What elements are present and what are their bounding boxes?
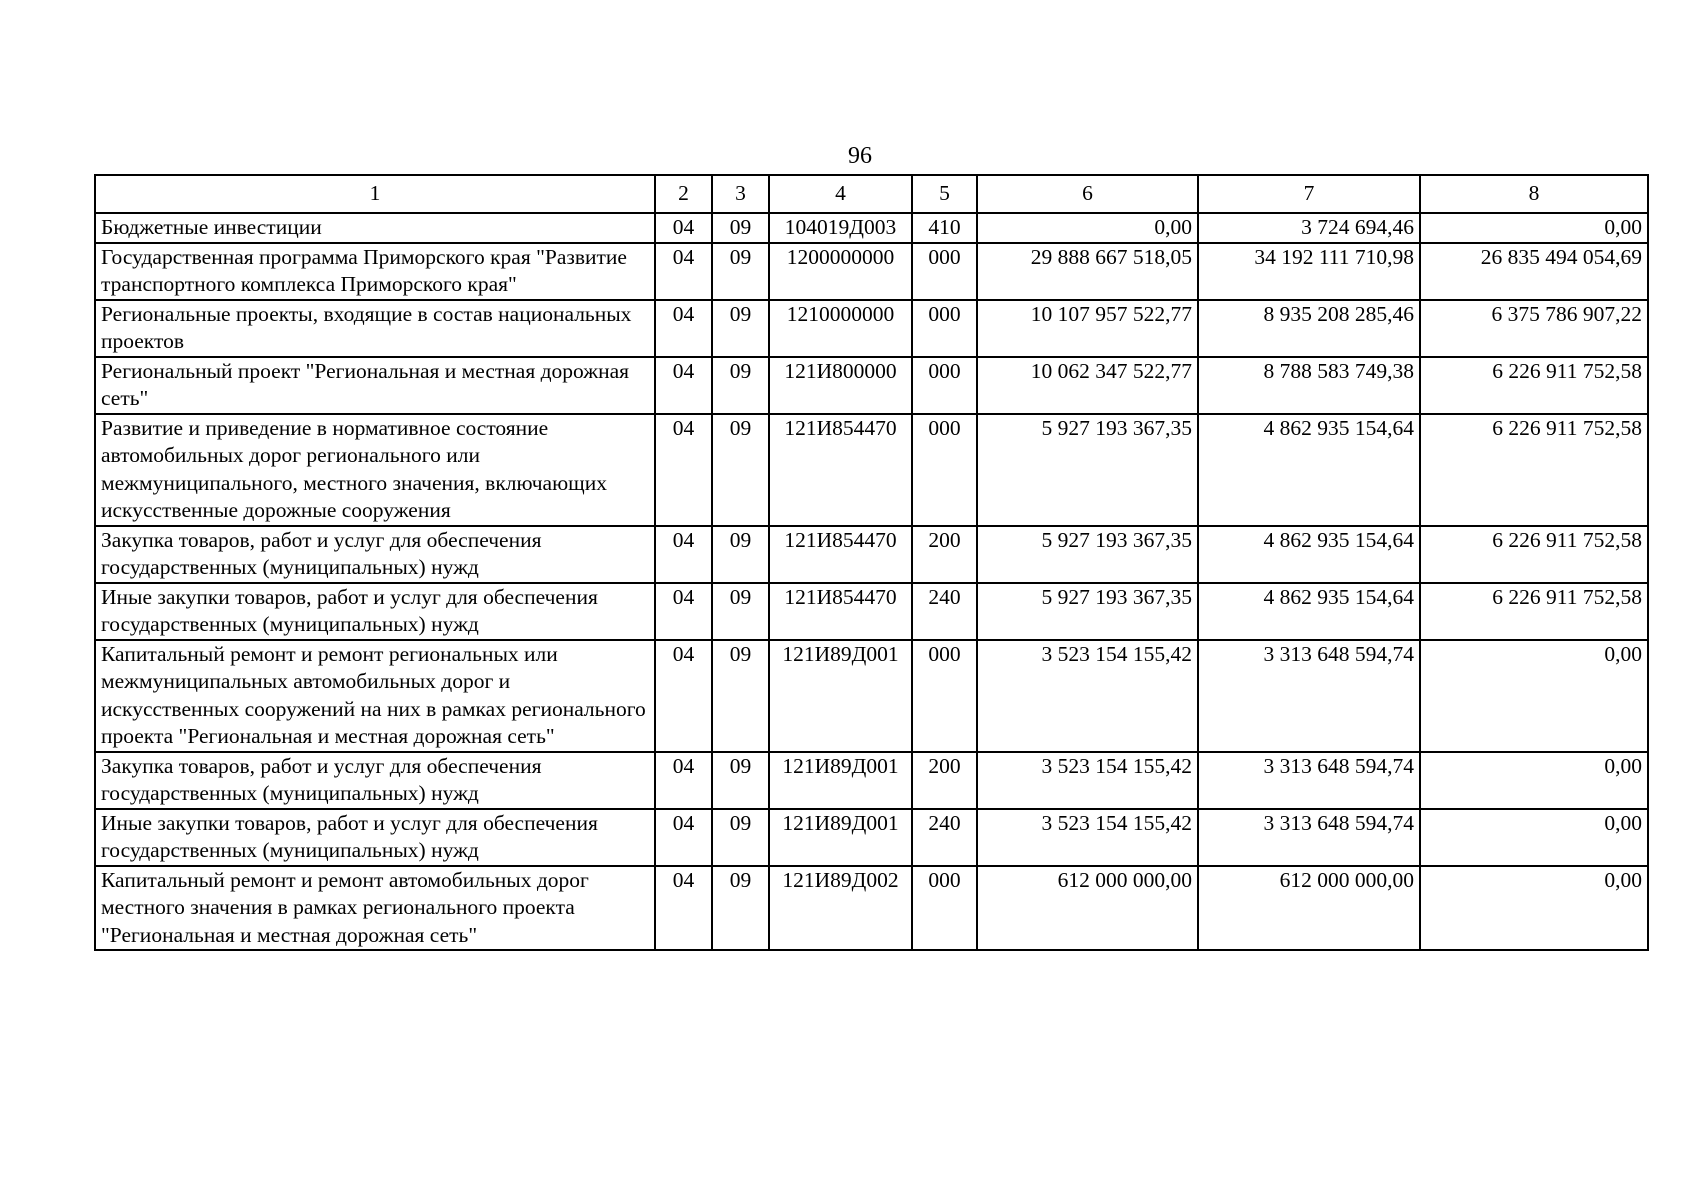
amount-col6: 3 523 154 155,42: [977, 752, 1198, 809]
subsection-code: 09: [712, 640, 769, 752]
section-code: 04: [655, 640, 712, 752]
amount-col7: 612 000 000,00: [1198, 866, 1420, 951]
column-header: 4: [769, 175, 912, 213]
row-name: Развитие и приведение в нормативное состояние автомобильных дорог регионального или межмуниципального, местного значения, включающих искусственные дорожные сооружения: [95, 414, 655, 526]
row-name: Бюджетные инвестиции: [95, 213, 655, 243]
amount-col6: 10 107 957 522,77: [977, 300, 1198, 357]
table-row: [95, 300, 1648, 357]
row-name: Государственная программа Приморского края "Развитие транспортного комплекса Приморского края": [95, 243, 655, 300]
amount-col8: 0,00: [1420, 752, 1648, 809]
amount-col6: 0,00: [977, 213, 1198, 243]
target-article-code: 121И89Д001: [769, 809, 912, 866]
expense-type-code: 240: [912, 809, 977, 866]
column-header: 1: [95, 175, 655, 213]
subsection-code: 09: [712, 414, 769, 526]
subsection-code: 09: [712, 583, 769, 640]
column-header: 7: [1198, 175, 1420, 213]
expense-type-code: 000: [912, 300, 977, 357]
row-name: Иные закупки товаров, работ и услуг для обеспечения государственных (муниципальных) нужд: [95, 583, 655, 640]
subsection-code: 09: [712, 752, 769, 809]
target-article-code: 121И854470: [769, 526, 912, 583]
expense-type-code: 000: [912, 640, 977, 752]
amount-col7: 8 935 208 285,46: [1198, 300, 1420, 357]
amount-col7: 3 313 648 594,74: [1198, 752, 1420, 809]
amount-col8: 0,00: [1420, 866, 1648, 951]
amount-col8: 26 835 494 054,69: [1420, 243, 1648, 300]
subsection-code: 09: [712, 866, 769, 951]
target-article-code: 121И89Д001: [769, 640, 912, 752]
amount-col6: 5 927 193 367,35: [977, 583, 1198, 640]
amount-col8: 6 226 911 752,58: [1420, 583, 1648, 640]
subsection-code: 09: [712, 213, 769, 243]
amount-col7: 4 862 935 154,64: [1198, 583, 1420, 640]
expense-type-code: 200: [912, 526, 977, 583]
subsection-code: 09: [712, 300, 769, 357]
section-code: 04: [655, 300, 712, 357]
table-row: [95, 357, 1648, 414]
section-code: 04: [655, 809, 712, 866]
expense-type-code: 000: [912, 243, 977, 300]
row-name: Региональный проект "Региональная и местная дорожная сеть": [95, 357, 655, 414]
subsection-code: 09: [712, 526, 769, 583]
amount-col7: 4 862 935 154,64: [1198, 526, 1420, 583]
amount-col6: 5 927 193 367,35: [977, 414, 1198, 526]
target-article-code: 121И854470: [769, 583, 912, 640]
amount-col7: 3 313 648 594,74: [1198, 640, 1420, 752]
target-article-code: 1200000000: [769, 243, 912, 300]
table-row: [95, 640, 1648, 752]
expense-type-code: 200: [912, 752, 977, 809]
table-row: [95, 526, 1648, 583]
amount-col8: 6 226 911 752,58: [1420, 357, 1648, 414]
table-row: [95, 414, 1648, 526]
amount-col8: 6 226 911 752,58: [1420, 526, 1648, 583]
subsection-code: 09: [712, 357, 769, 414]
column-header: 8: [1420, 175, 1648, 213]
column-header: 2: [655, 175, 712, 213]
table-row: [95, 243, 1648, 300]
amount-col8: 0,00: [1420, 809, 1648, 866]
amount-col8: 0,00: [1420, 213, 1648, 243]
column-header: 5: [912, 175, 977, 213]
row-name: Региональные проекты, входящие в состав национальных проектов: [95, 300, 655, 357]
section-code: 04: [655, 526, 712, 583]
budget-table: [94, 174, 1649, 951]
amount-col6: 612 000 000,00: [977, 866, 1198, 951]
amount-col6: 3 523 154 155,42: [977, 809, 1198, 866]
target-article-code: 121И800000: [769, 357, 912, 414]
row-name: Закупка товаров, работ и услуг для обеспечения государственных (муниципальных) нужд: [95, 526, 655, 583]
section-code: 04: [655, 243, 712, 300]
row-name: Капитальный ремонт и ремонт автомобильных дорог местного значения в рамках регионального проекта "Региональная и местная дорожная сеть": [95, 866, 655, 951]
column-header: 3: [712, 175, 769, 213]
section-code: 04: [655, 414, 712, 526]
table-row: [95, 213, 1648, 243]
target-article-code: 121И854470: [769, 414, 912, 526]
row-name: Иные закупки товаров, работ и услуг для обеспечения государственных (муниципальных) нужд: [95, 809, 655, 866]
amount-col8: 6 375 786 907,22: [1420, 300, 1648, 357]
expense-type-code: 410: [912, 213, 977, 243]
table-row: [95, 809, 1648, 866]
section-code: 04: [655, 866, 712, 951]
expense-type-code: 000: [912, 414, 977, 526]
section-code: 04: [655, 752, 712, 809]
amount-col6: 29 888 667 518,05: [977, 243, 1198, 300]
expense-type-code: 240: [912, 583, 977, 640]
amount-col6: 3 523 154 155,42: [977, 640, 1198, 752]
row-name: Капитальный ремонт и ремонт региональных или межмуниципальных автомобильных дорог и искусственных сооружений на них в рамках регионального проекта "Региональная и местная дорожная сеть": [95, 640, 655, 752]
column-header: 6: [977, 175, 1198, 213]
target-article-code: 121И89Д002: [769, 866, 912, 951]
expense-type-code: 000: [912, 357, 977, 414]
target-article-code: 121И89Д001: [769, 752, 912, 809]
page-number: 96: [848, 143, 872, 169]
subsection-code: 09: [712, 809, 769, 866]
amount-col7: 34 192 111 710,98: [1198, 243, 1420, 300]
amount-col7: 4 862 935 154,64: [1198, 414, 1420, 526]
amount-col7: 8 788 583 749,38: [1198, 357, 1420, 414]
amount-col6: 10 062 347 522,77: [977, 357, 1198, 414]
expense-type-code: 000: [912, 866, 977, 951]
row-name: Закупка товаров, работ и услуг для обеспечения государственных (муниципальных) нужд: [95, 752, 655, 809]
table-row: [95, 866, 1648, 951]
amount-col7: 3 313 648 594,74: [1198, 809, 1420, 866]
section-code: 04: [655, 357, 712, 414]
amount-col8: 0,00: [1420, 640, 1648, 752]
header-row: [95, 175, 1648, 213]
amount-col8: 6 226 911 752,58: [1420, 414, 1648, 526]
table-row: [95, 752, 1648, 809]
table-row: [95, 583, 1648, 640]
target-article-code: 104019Д003: [769, 213, 912, 243]
amount-col7: 3 724 694,46: [1198, 213, 1420, 243]
subsection-code: 09: [712, 243, 769, 300]
section-code: 04: [655, 583, 712, 640]
amount-col6: 5 927 193 367,35: [977, 526, 1198, 583]
target-article-code: 1210000000: [769, 300, 912, 357]
section-code: 04: [655, 213, 712, 243]
